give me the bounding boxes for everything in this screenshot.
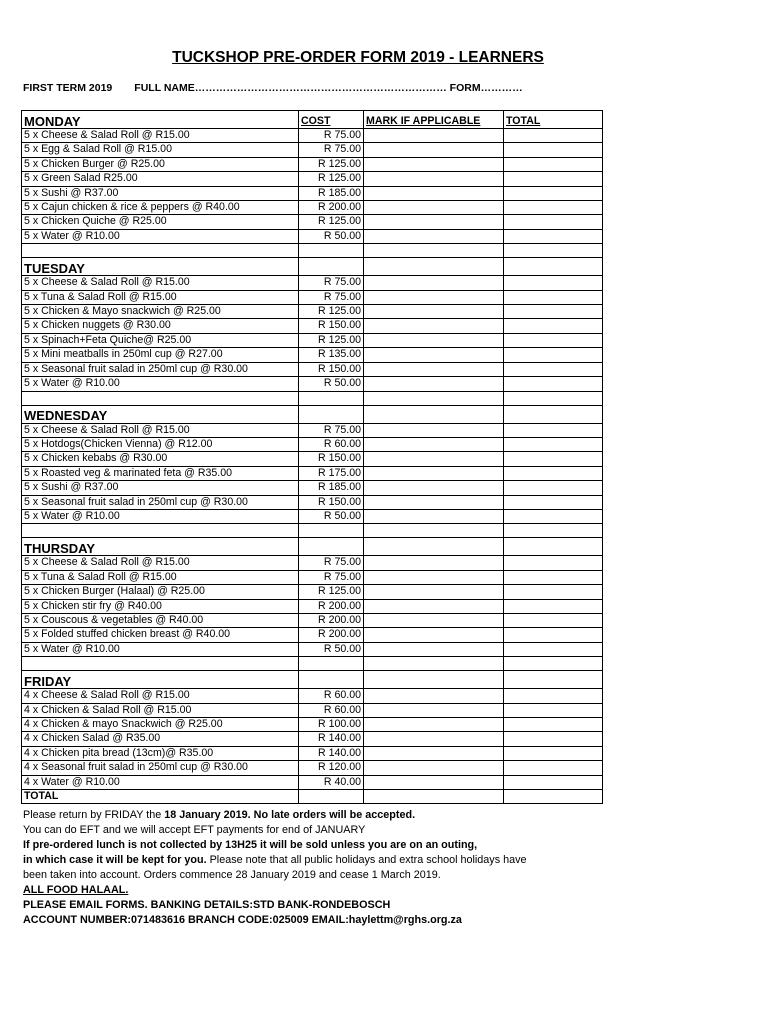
notes-block xyxy=(23,808,527,928)
mark-checkbox-cell[interactable] xyxy=(364,746,504,760)
total-cell[interactable] xyxy=(504,319,603,333)
mark-checkbox-cell[interactable] xyxy=(364,761,504,775)
mark-checkbox-cell[interactable] xyxy=(364,613,504,627)
total-cell[interactable] xyxy=(504,718,603,732)
menu-item-label: 5 x Spinach+Feta Quiche@ R25.00 xyxy=(22,333,299,347)
menu-item-label: 5 x Chicken kebabs @ R30.00 xyxy=(22,452,299,466)
day-header-row xyxy=(22,405,603,423)
menu-item-label: 5 x Chicken stir fry @ R40.00 xyxy=(22,599,299,613)
menu-item-label: 5 x Chicken Burger @ R25.00 xyxy=(22,157,299,171)
menu-item-row xyxy=(22,172,603,186)
menu-item-cost: R 150.00 xyxy=(299,452,364,466)
cost-cell-empty xyxy=(299,538,364,556)
cost-cell-empty xyxy=(299,258,364,276)
menu-item-cost: R 75.00 xyxy=(299,276,364,290)
spacer-cell xyxy=(364,657,504,671)
mark-checkbox-cell[interactable] xyxy=(364,703,504,717)
menu-item-row xyxy=(22,333,603,347)
menu-item-label: 4 x Cheese & Salad Roll @ R15.00 xyxy=(22,689,299,703)
menu-item-label: 5 x Sushi @ R37.00 xyxy=(22,481,299,495)
menu-item-cost: R 150.00 xyxy=(299,362,364,376)
total-cell[interactable] xyxy=(504,642,603,656)
menu-item-cost: R 50.00 xyxy=(299,509,364,523)
notes-line-halaal: ALL FOOD HALAAL. xyxy=(23,884,129,896)
menu-item-row xyxy=(22,466,603,480)
spacer-cell xyxy=(22,244,299,258)
menu-item-row xyxy=(22,129,603,143)
mark-checkbox-cell[interactable] xyxy=(364,276,504,290)
spacer-cell xyxy=(299,657,364,671)
menu-item-cost: R 75.00 xyxy=(299,290,364,304)
mark-checkbox-cell[interactable] xyxy=(364,186,504,200)
menu-item-cost: R 125.00 xyxy=(299,157,364,171)
mark-checkbox-cell[interactable] xyxy=(364,319,504,333)
total-cell[interactable] xyxy=(504,157,603,171)
menu-item-label: 4 x Chicken & mayo Snackwich @ R25.00 xyxy=(22,718,299,732)
mark-column-header: MARK IF APPLICABLE xyxy=(364,111,504,129)
notes-line-account: ACCOUNT NUMBER:071483616 BRANCH CODE:025009 EMAIL:haylettm@rghs.org.za xyxy=(23,914,462,926)
day-heading: THURSDAY xyxy=(22,538,299,556)
menu-item-label: 5 x Chicken Quiche @ R25.00 xyxy=(22,215,299,229)
total-cell[interactable] xyxy=(504,305,603,319)
notes-line-eft: You can do EFT and we will accept EFT payments for end of JANUARY xyxy=(23,824,366,836)
menu-item-label: 5 x Chicken Burger (Halaal) @ R25.00 xyxy=(22,585,299,599)
menu-item-label: 5 x Folded stuffed chicken breast @ R40.00 xyxy=(22,628,299,642)
cost-cell-empty xyxy=(299,405,364,423)
menu-item-row xyxy=(22,319,603,333)
menu-item-cost: R 125.00 xyxy=(299,215,364,229)
spacer-cell xyxy=(364,391,504,405)
total-cell[interactable] xyxy=(504,129,603,143)
mark-checkbox-cell[interactable] xyxy=(364,452,504,466)
menu-item-row xyxy=(22,305,603,319)
spacer-row xyxy=(22,244,603,258)
mark-checkbox-cell[interactable] xyxy=(364,689,504,703)
menu-item-cost: R 60.00 xyxy=(299,689,364,703)
total-cell[interactable] xyxy=(504,481,603,495)
mark-checkbox-cell[interactable] xyxy=(364,437,504,451)
menu-item-row xyxy=(22,215,603,229)
total-cell[interactable] xyxy=(504,689,603,703)
order-table-body xyxy=(22,111,603,804)
mark-checkbox-cell[interactable] xyxy=(364,229,504,243)
menu-item-label: 5 x Cheese & Salad Roll @ R15.00 xyxy=(22,423,299,437)
menu-item-cost: R 75.00 xyxy=(299,556,364,570)
total-cell[interactable] xyxy=(504,556,603,570)
menu-item-label: 5 x Tuna & Salad Roll @ R15.00 xyxy=(22,570,299,584)
notes-holidays-text: Please note that all public holidays and extra school holidays have xyxy=(206,854,527,866)
menu-item-row xyxy=(22,452,603,466)
menu-item-label: 5 x Water @ R10.00 xyxy=(22,509,299,523)
menu-item-cost: R 135.00 xyxy=(299,348,364,362)
total-cell[interactable] xyxy=(504,538,603,556)
notes-line-collection: If pre-ordered lunch is not collected by 13H25 it will be sold unless you are on an outing, xyxy=(23,839,478,851)
order-table xyxy=(21,110,603,804)
menu-item-row xyxy=(22,495,603,509)
spacer-cell xyxy=(504,657,603,671)
menu-item-label: 5 x Water @ R10.00 xyxy=(22,642,299,656)
menu-item-label: 5 x Hotdogs(Chicken Vienna) @ R12.00 xyxy=(22,437,299,451)
mark-checkbox-cell[interactable] xyxy=(364,333,504,347)
total-cell[interactable] xyxy=(504,495,603,509)
form-title: TUCKSHOP PRE-ORDER FORM 2019 - LEARNERS xyxy=(172,49,544,66)
notes-return-deadline: 18 January 2019. No late orders will be accepted. xyxy=(164,809,416,821)
total-cell[interactable] xyxy=(504,599,603,613)
menu-item-cost: R 60.00 xyxy=(299,437,364,451)
menu-item-row xyxy=(22,570,603,584)
day-heading: MONDAY xyxy=(22,111,299,129)
menu-item-row xyxy=(22,377,603,391)
menu-item-row xyxy=(22,761,603,775)
total-cell[interactable] xyxy=(504,671,603,689)
spacer-cell xyxy=(299,244,364,258)
menu-item-cost: R 40.00 xyxy=(299,775,364,789)
menu-item-row xyxy=(22,201,603,215)
menu-item-cost: R 150.00 xyxy=(299,319,364,333)
total-cell[interactable] xyxy=(504,703,603,717)
total-cell[interactable] xyxy=(504,276,603,290)
menu-item-label: 5 x Mini meatballs in 250ml cup @ R27.00 xyxy=(22,348,299,362)
total-cell[interactable] xyxy=(504,348,603,362)
mark-checkbox-cell[interactable] xyxy=(364,129,504,143)
grand-total-mark-cell xyxy=(364,790,504,804)
menu-item-label: 5 x Couscous & vegetables @ R40.00 xyxy=(22,613,299,627)
spacer-cell xyxy=(22,657,299,671)
total-cell[interactable] xyxy=(504,509,603,523)
menu-item-cost: R 200.00 xyxy=(299,201,364,215)
menu-item-row xyxy=(22,732,603,746)
spacer-cell xyxy=(299,524,364,538)
menu-item-label: 5 x Green Salad R25.00 xyxy=(22,172,299,186)
menu-item-label: 5 x Roasted veg & marinated feta @ R35.00 xyxy=(22,466,299,480)
menu-item-cost: R 185.00 xyxy=(299,481,364,495)
menu-item-cost: R 75.00 xyxy=(299,143,364,157)
total-cell[interactable] xyxy=(504,405,603,423)
total-cell[interactable] xyxy=(504,258,603,276)
spacer-cell xyxy=(22,524,299,538)
menu-item-row xyxy=(22,157,603,171)
mark-checkbox-cell[interactable] xyxy=(364,215,504,229)
menu-item-cost: R 200.00 xyxy=(299,613,364,627)
mark-cell[interactable] xyxy=(364,258,504,276)
grand-total-label: TOTAL xyxy=(22,790,299,804)
menu-item-cost: R 125.00 xyxy=(299,172,364,186)
day-heading: FRIDAY xyxy=(22,671,299,689)
total-cell[interactable] xyxy=(504,466,603,480)
mark-checkbox-cell[interactable] xyxy=(364,556,504,570)
menu-item-cost: R 50.00 xyxy=(299,229,364,243)
grand-total-value-cell[interactable] xyxy=(504,790,603,804)
mark-checkbox-cell[interactable] xyxy=(364,599,504,613)
menu-item-row xyxy=(22,186,603,200)
total-cell[interactable] xyxy=(504,423,603,437)
menu-item-label: 5 x Sushi @ R37.00 xyxy=(22,186,299,200)
mark-cell[interactable] xyxy=(364,671,504,689)
menu-item-row xyxy=(22,276,603,290)
notes-kept-text: in which case it will be kept for you. xyxy=(23,854,207,866)
menu-item-row xyxy=(22,599,603,613)
menu-item-label: 5 x Tuna & Salad Roll @ R15.00 xyxy=(22,290,299,304)
total-cell[interactable] xyxy=(504,746,603,760)
mark-checkbox-cell[interactable] xyxy=(364,201,504,215)
menu-item-cost: R 60.00 xyxy=(299,703,364,717)
menu-item-row xyxy=(22,689,603,703)
mark-checkbox-cell[interactable] xyxy=(364,585,504,599)
mark-checkbox-cell[interactable] xyxy=(364,495,504,509)
menu-item-cost: R 75.00 xyxy=(299,129,364,143)
spacer-cell xyxy=(504,244,603,258)
menu-item-row xyxy=(22,437,603,451)
total-cell[interactable] xyxy=(504,229,603,243)
total-cell[interactable] xyxy=(504,775,603,789)
cost-cell-empty xyxy=(299,671,364,689)
menu-item-cost: R 120.00 xyxy=(299,761,364,775)
total-cell[interactable] xyxy=(504,732,603,746)
mark-checkbox-cell[interactable] xyxy=(364,172,504,186)
menu-item-row xyxy=(22,613,603,627)
total-cell[interactable] xyxy=(504,362,603,376)
menu-item-row xyxy=(22,703,603,717)
total-cell[interactable] xyxy=(504,452,603,466)
menu-item-label: 4 x Seasonal fruit salad in 250ml cup @ R30.00 xyxy=(22,761,299,775)
menu-item-row xyxy=(22,775,603,789)
menu-item-row xyxy=(22,481,603,495)
menu-item-row xyxy=(22,746,603,760)
menu-item-cost: R 175.00 xyxy=(299,466,364,480)
spacer-cell xyxy=(364,524,504,538)
mark-cell[interactable] xyxy=(364,538,504,556)
mark-checkbox-cell[interactable] xyxy=(364,143,504,157)
menu-item-row xyxy=(22,143,603,157)
spacer-cell xyxy=(22,391,299,405)
notes-line-holidays xyxy=(23,853,527,868)
total-cell[interactable] xyxy=(504,377,603,391)
menu-item-cost: R 200.00 xyxy=(299,599,364,613)
mark-checkbox-cell[interactable] xyxy=(364,570,504,584)
mark-checkbox-cell[interactable] xyxy=(364,718,504,732)
menu-item-label: 5 x Water @ R10.00 xyxy=(22,229,299,243)
mark-checkbox-cell[interactable] xyxy=(364,466,504,480)
grand-total-cost-cell xyxy=(299,790,364,804)
menu-item-row xyxy=(22,585,603,599)
spacer-row xyxy=(22,657,603,671)
total-cell[interactable] xyxy=(504,172,603,186)
full-name-form-field[interactable]: FULL NAME……………………………………………………………… FORM………… xyxy=(134,82,523,94)
mark-checkbox-cell[interactable] xyxy=(364,732,504,746)
menu-item-label: 5 x Cheese & Salad Roll @ R15.00 xyxy=(22,556,299,570)
menu-item-cost: R 125.00 xyxy=(299,305,364,319)
total-cell[interactable] xyxy=(504,570,603,584)
mark-checkbox-cell[interactable] xyxy=(364,509,504,523)
menu-item-label: 5 x Cajun chicken & rice & peppers @ R40.00 xyxy=(22,201,299,215)
menu-item-cost: R 140.00 xyxy=(299,746,364,760)
menu-item-label: 5 x Water @ R10.00 xyxy=(22,377,299,391)
menu-item-cost: R 125.00 xyxy=(299,585,364,599)
menu-item-row xyxy=(22,628,603,642)
menu-item-row xyxy=(22,423,603,437)
total-cell[interactable] xyxy=(504,186,603,200)
mark-checkbox-cell[interactable] xyxy=(364,377,504,391)
spacer-cell xyxy=(299,391,364,405)
day-header-row xyxy=(22,258,603,276)
mark-checkbox-cell[interactable] xyxy=(364,348,504,362)
cost-column-header: COST xyxy=(299,111,364,129)
menu-item-row xyxy=(22,229,603,243)
total-cell[interactable] xyxy=(504,290,603,304)
menu-item-cost: R 185.00 xyxy=(299,186,364,200)
total-cell[interactable] xyxy=(504,437,603,451)
notes-line-return xyxy=(23,808,527,823)
menu-item-row xyxy=(22,348,603,362)
total-cell[interactable] xyxy=(504,585,603,599)
day-header-row xyxy=(22,111,603,129)
menu-item-row xyxy=(22,718,603,732)
menu-item-cost: R 140.00 xyxy=(299,732,364,746)
menu-item-label: 5 x Egg & Salad Roll @ R15.00 xyxy=(22,143,299,157)
menu-item-row xyxy=(22,290,603,304)
menu-item-row xyxy=(22,509,603,523)
term-label: FIRST TERM 2019 xyxy=(23,82,113,94)
mark-checkbox-cell[interactable] xyxy=(364,775,504,789)
notes-line-email-forms: PLEASE EMAIL FORMS. BANKING DETAILS:STD BANK-RONDEBOSCH xyxy=(23,899,391,911)
spacer-row xyxy=(22,391,603,405)
mark-checkbox-cell[interactable] xyxy=(364,362,504,376)
total-cell[interactable] xyxy=(504,201,603,215)
total-cell[interactable] xyxy=(504,628,603,642)
mark-checkbox-cell[interactable] xyxy=(364,305,504,319)
menu-item-cost: R 150.00 xyxy=(299,495,364,509)
day-heading: TUESDAY xyxy=(22,258,299,276)
spacer-cell xyxy=(364,244,504,258)
menu-item-label: 4 x Chicken Salad @ R35.00 xyxy=(22,732,299,746)
menu-item-label: 5 x Cheese & Salad Roll @ R15.00 xyxy=(22,276,299,290)
total-column-header: TOTAL xyxy=(504,111,603,129)
mark-checkbox-cell[interactable] xyxy=(364,481,504,495)
total-cell[interactable] xyxy=(504,761,603,775)
day-header-row xyxy=(22,538,603,556)
menu-item-row xyxy=(22,556,603,570)
total-cell[interactable] xyxy=(504,333,603,347)
notes-line-dates: been taken into account. Orders commence 28 January 2019 and cease 1 March 2019. xyxy=(23,869,441,881)
menu-item-label: 5 x Cheese & Salad Roll @ R15.00 xyxy=(22,129,299,143)
menu-item-cost: R 200.00 xyxy=(299,628,364,642)
menu-item-label: 4 x Chicken & Salad Roll @ R15.00 xyxy=(22,703,299,717)
spacer-row xyxy=(22,524,603,538)
mark-checkbox-cell[interactable] xyxy=(364,628,504,642)
day-heading: WEDNESDAY xyxy=(22,405,299,423)
notes-return-text: Please return by FRIDAY the xyxy=(23,809,165,821)
mark-checkbox-cell[interactable] xyxy=(364,423,504,437)
term-and-name-line xyxy=(23,82,523,94)
mark-checkbox-cell[interactable] xyxy=(364,642,504,656)
total-cell[interactable] xyxy=(504,613,603,627)
day-header-row xyxy=(22,671,603,689)
spacer-cell xyxy=(504,391,603,405)
total-cell[interactable] xyxy=(504,143,603,157)
menu-item-label: 5 x Seasonal fruit salad in 250ml cup @ R30.00 xyxy=(22,362,299,376)
menu-item-cost: R 100.00 xyxy=(299,718,364,732)
mark-checkbox-cell[interactable] xyxy=(364,290,504,304)
menu-item-label: 4 x Water @ R10.00 xyxy=(22,775,299,789)
menu-item-row xyxy=(22,362,603,376)
menu-item-cost: R 50.00 xyxy=(299,642,364,656)
menu-item-label: 5 x Chicken nuggets @ R30.00 xyxy=(22,319,299,333)
menu-item-cost: R 75.00 xyxy=(299,570,364,584)
menu-item-cost: R 75.00 xyxy=(299,423,364,437)
total-cell[interactable] xyxy=(504,215,603,229)
menu-item-row xyxy=(22,642,603,656)
spacer-cell xyxy=(504,524,603,538)
mark-checkbox-cell[interactable] xyxy=(364,157,504,171)
mark-cell[interactable] xyxy=(364,405,504,423)
menu-item-label: 4 x Chicken pita bread (13cm)@ R35.00 xyxy=(22,746,299,760)
menu-item-label: 5 x Chicken & Mayo snackwich @ R25.00 xyxy=(22,305,299,319)
menu-item-label: 5 x Seasonal fruit salad in 250ml cup @ R30.00 xyxy=(22,495,299,509)
menu-item-cost: R 50.00 xyxy=(299,377,364,391)
menu-item-cost: R 125.00 xyxy=(299,333,364,347)
grand-total-row xyxy=(22,790,603,804)
